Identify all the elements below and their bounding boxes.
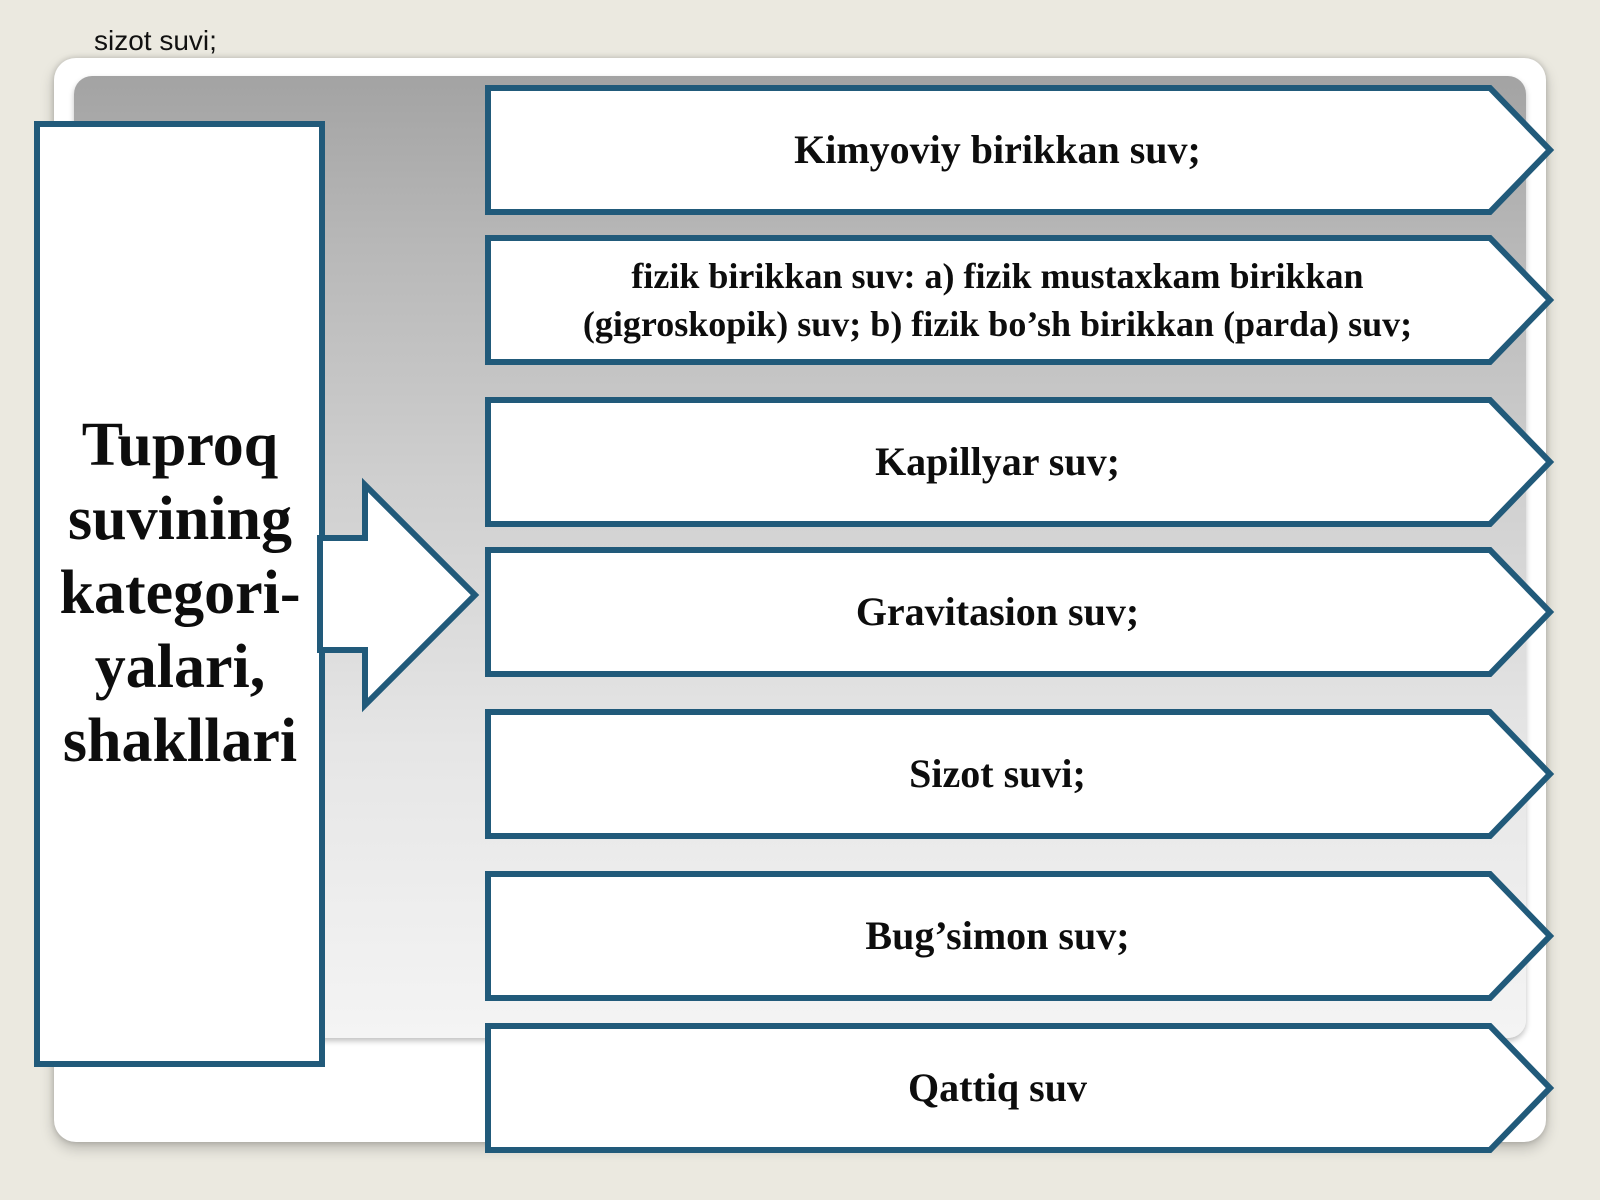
category-label: [40, 126, 320, 1060]
item-label-2: [490, 238, 1505, 362]
item-label-5: Sizot suvi;: [909, 751, 1086, 796]
connector-arrow: [320, 485, 475, 705]
category-line-5: shakllari: [62, 707, 298, 775]
item-label-2-line-2: (gigroskopik) suv; b) fizik bo’sh birikkan (parda) suv;: [582, 304, 1413, 344]
item-label-7: Qattiq suv: [908, 1065, 1087, 1110]
item-label-2-line-1: fizik birikkan suv: a) fizik mustaxkam birikkan: [631, 256, 1364, 296]
item-label-3: Kapillyar suv;: [875, 439, 1120, 484]
item-label-1: Kimyoviy birikkan suv;: [794, 127, 1201, 172]
category-line-4: yalari,: [94, 633, 266, 701]
category-line-1: Tuproq: [81, 411, 279, 479]
category-line-2: suvining: [67, 485, 292, 553]
item-label-6: Bug’simon suv;: [865, 913, 1130, 958]
top-note: sizot suvi;: [94, 25, 217, 56]
category-line-3: kategori-: [59, 559, 301, 627]
item-label-4: Gravitasion suv;: [855, 589, 1140, 634]
